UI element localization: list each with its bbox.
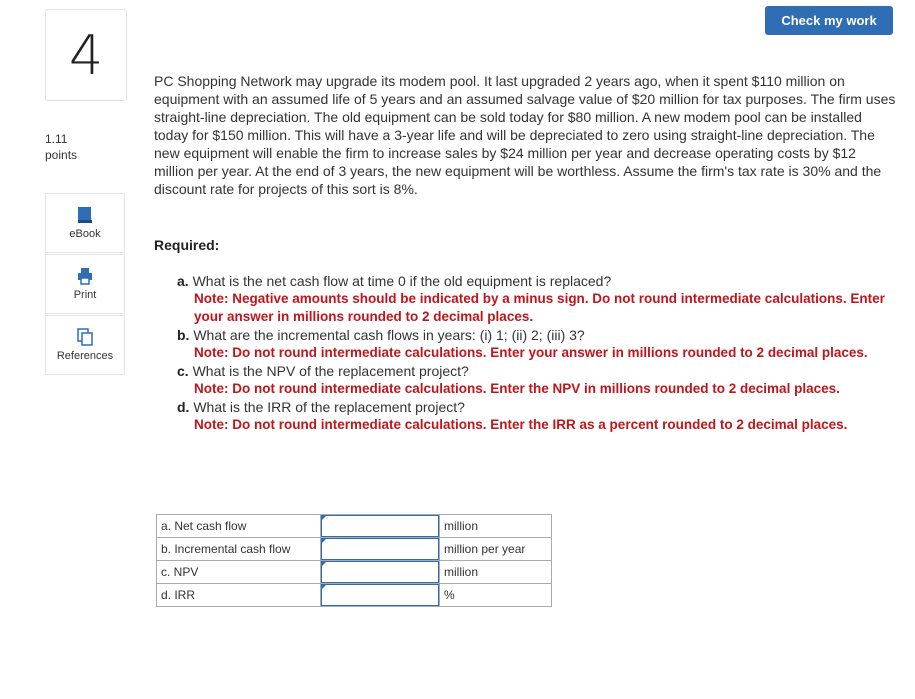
answer-label: c. NPV xyxy=(157,561,321,584)
check-my-work-button[interactable]: Check my work xyxy=(765,6,893,35)
print-button[interactable] xyxy=(45,254,125,314)
references-button[interactable] xyxy=(45,315,125,375)
question-number-box xyxy=(45,9,127,101)
points-value: 1.11 xyxy=(45,132,68,146)
points-info xyxy=(45,131,77,163)
answer-label: d. IRR xyxy=(157,584,321,607)
part-d-question: What is the IRR of the replacement project? xyxy=(193,399,465,415)
part-d-letter: d. xyxy=(177,399,190,415)
references-label: References xyxy=(56,350,114,362)
part-c-note: Note: Do not round intermediate calculations. Enter the NPV in millions rounded to 2 decimal places. xyxy=(194,381,840,396)
part-b-question: What are the incremental cash flows in years: (i) 1; (ii) 2; (iii) 3? xyxy=(193,327,585,343)
printer-icon xyxy=(77,267,93,285)
answer-table xyxy=(156,514,552,607)
part-b-note: Note: Do not round intermediate calculations. Enter your answer in millions rounded to 2 decimal places. xyxy=(194,345,868,360)
part-c-question: What is the NPV of the replacement project? xyxy=(192,363,469,379)
ebook-label: eBook xyxy=(69,228,101,240)
part-a-note: Note: Negative amounts should be indicated by a minus sign. Do not round intermediate calculations. Enter your answer in millions rounded to 2 decimal places. xyxy=(194,291,885,324)
book-icon xyxy=(77,206,93,224)
part-d xyxy=(177,398,902,434)
part-c xyxy=(177,362,902,398)
required-heading: Required: xyxy=(154,237,220,253)
answer-unit: % xyxy=(440,584,552,607)
flag-icon xyxy=(321,584,327,590)
answer-label: a. Net cash flow xyxy=(157,515,321,538)
part-d-note: Note: Do not round intermediate calculations. Enter the IRR as a percent rounded to 2 decimal places. xyxy=(194,417,848,432)
part-b-letter: b. xyxy=(177,327,190,343)
answer-row-incremental-cash-flow xyxy=(157,538,552,561)
parts-list xyxy=(177,272,902,434)
part-a-question: What is the net cash flow at time 0 if the old equipment is replaced? xyxy=(192,273,612,289)
net-cash-flow-input[interactable] xyxy=(321,515,439,537)
flag-icon xyxy=(321,515,327,521)
answer-unit: million xyxy=(440,561,552,584)
flag-icon xyxy=(321,538,327,544)
part-b xyxy=(177,326,902,362)
answer-label: b. Incremental cash flow xyxy=(157,538,321,561)
answer-row-npv xyxy=(157,561,552,584)
problem-statement: PC Shopping Network may upgrade its modem pool. It last upgraded 2 years ago, when it spent $110 million on equipment with an assumed life of 5 years and an assumed salvage value of $20 million for tax purposes. The firm uses straight-line depreciation. The old equipment can be sold today for $80 million. A new modem pool can be installed today for $150 million. This will have a 3-year life and will be depreciated to zero using straight-line depreciation. The new equipment will enable the firm to increase sales by $24 million per year and decrease operating costs by $12 million per year. At the end of 3 years, the new equipment will be worthless. Assume the firm's tax rate is 30% and the discount rate for projects of this sort is 8%. xyxy=(154,73,896,197)
answer-unit: million per year xyxy=(440,538,552,561)
ebook-button[interactable] xyxy=(45,193,125,253)
answer-row-irr xyxy=(157,584,552,607)
part-c-letter: c. xyxy=(177,363,189,379)
points-label: points xyxy=(45,148,78,162)
answer-unit: million xyxy=(440,515,552,538)
npv-input[interactable] xyxy=(321,561,439,583)
question-number: 4 xyxy=(68,23,104,87)
flag-icon xyxy=(321,561,327,567)
part-a xyxy=(177,272,902,326)
incremental-cash-flow-input[interactable] xyxy=(321,538,439,560)
irr-input[interactable] xyxy=(321,584,439,606)
references-icon xyxy=(77,328,93,346)
answer-row-net-cash-flow xyxy=(157,515,552,538)
print-label: Print xyxy=(73,289,97,301)
part-a-letter: a. xyxy=(177,273,189,289)
